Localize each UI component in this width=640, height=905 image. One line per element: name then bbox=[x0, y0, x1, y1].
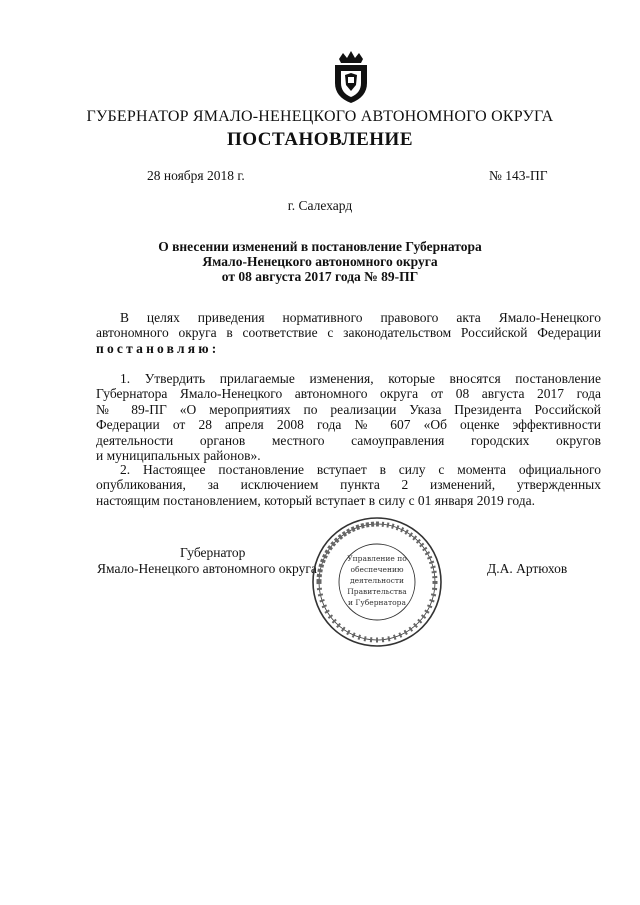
subject-line: Ямало-Ненецкого автономного округа bbox=[202, 254, 438, 269]
issuer-title: ГУБЕРНАТОР ЯМАЛО-НЕНЕЦКОГО АВТОНОМНОГО ОКРУГА bbox=[86, 108, 554, 125]
paragraph-line: настоящим постановлением, который вступает в силу с 01 января 2019 года. bbox=[96, 492, 535, 508]
paragraph-line: и муниципальных районов». bbox=[96, 447, 261, 463]
document-city: г. Салехард bbox=[287, 198, 353, 213]
signatory-position: Губернатор bbox=[180, 545, 246, 560]
document-date: 28 ноября 2018 г. bbox=[147, 168, 245, 183]
subject-line: от 08 августа 2017 года № 89-ПГ bbox=[221, 269, 419, 284]
paragraph-line: деятельности органов местного самоуправления городских округов bbox=[96, 432, 601, 448]
signatory-region: Ямало-Ненецкого автономного округа bbox=[97, 561, 317, 576]
stamp-text-line: обеспечению bbox=[350, 565, 404, 574]
paragraph-line: Федерации от 28 апреля 2008 года № 607 «Об оценке эффективности bbox=[96, 417, 601, 433]
paragraph-line: В целях приведения нормативного правового акта Ямало-Ненецкого bbox=[120, 310, 601, 325]
paragraph-line: опубликования, за исключением пункта 2 изменений, утвержденных bbox=[96, 477, 601, 493]
document-subject bbox=[0, 239, 640, 284]
stamp-text-line: Управление по bbox=[347, 554, 407, 563]
subject-line: О внесении изменений в постановление Губернатора bbox=[158, 239, 482, 254]
signatory-name: Д.А. Артюхов bbox=[487, 561, 568, 576]
decree-word: постановляю: bbox=[96, 340, 220, 356]
stamp-text-line: Правительства bbox=[347, 587, 407, 596]
paragraph-line: № 89-ПГ «О мероприятиях по реализации Указа Президента Российской bbox=[96, 401, 601, 417]
paragraph-line: автономного округа в соответствие с законодательством Российской Федерации bbox=[96, 325, 601, 341]
paragraph-line: 2. Настоящее постановление вступает в силу с момента официального bbox=[120, 462, 601, 477]
official-stamp-icon bbox=[310, 515, 445, 650]
item-1-paragraph bbox=[96, 371, 601, 463]
document-number: № 143-ПГ bbox=[489, 168, 548, 183]
paragraph-line: Губернатора Ямало-Ненецкого автономного округа от 08 августа 2017 года bbox=[96, 386, 601, 402]
paragraph-line: 1. Утвердить прилагаемые изменения, которые вносятся постановление bbox=[120, 371, 601, 386]
document-type: ПОСТАНОВЛЕНИЕ bbox=[226, 129, 414, 150]
stamp-text-line: и Губернатора bbox=[348, 598, 406, 607]
coat-of-arms-icon bbox=[331, 49, 371, 105]
stamp-text-line: деятельности bbox=[349, 576, 405, 585]
preamble-paragraph bbox=[96, 310, 601, 356]
item-2-paragraph bbox=[96, 462, 601, 508]
